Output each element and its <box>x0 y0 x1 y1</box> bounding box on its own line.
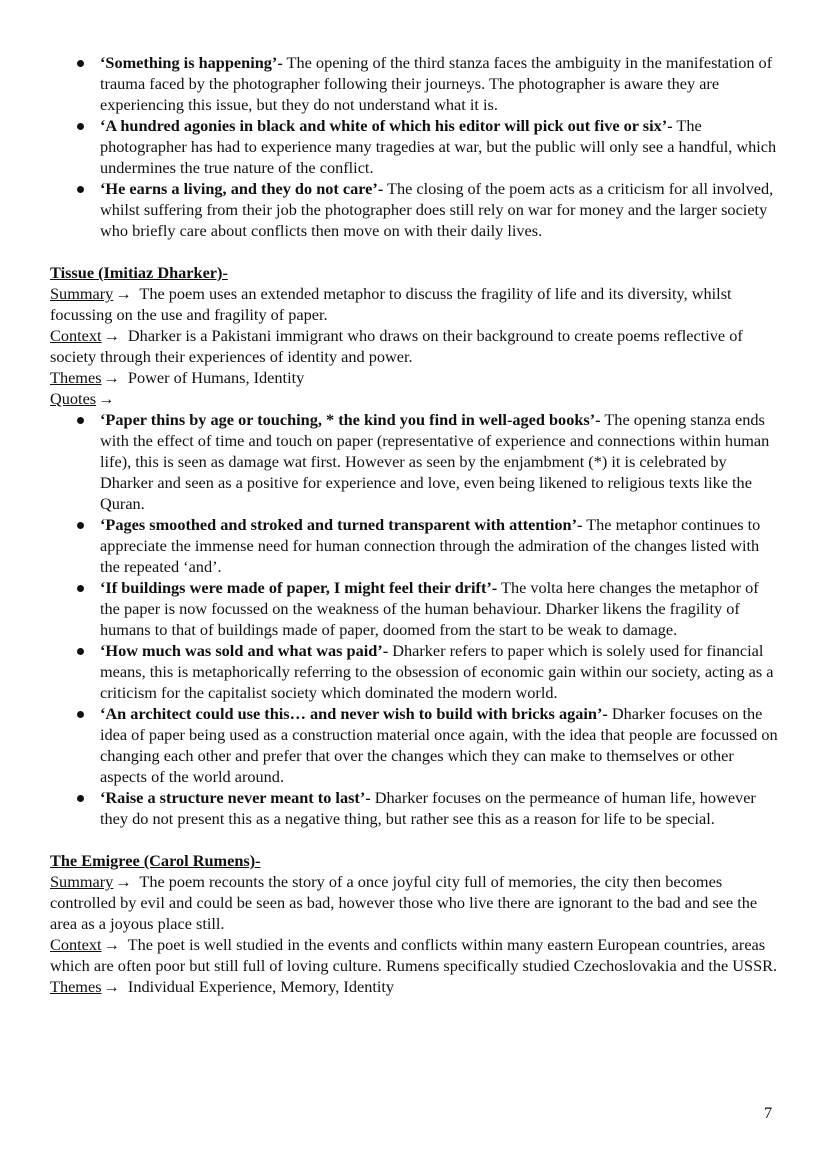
quote-analysis: The opening stanza ends with the effect of time and touch on paper (representative of experience and connections within human life), this is seen as damage wat first. However as seen by the enjambment (*) it is celebrated by Dharker and seen as a positive for experience and love, even being likened to religious texts like the Quran. <box>100 410 770 513</box>
themes-label: Themes <box>50 368 102 387</box>
emigree-context <box>50 934 780 976</box>
tissue-context <box>50 325 780 367</box>
summary-text: The poem uses an extended metaphor to discuss the fragility of life and its diversity, whilst focussing on the use and fragility of paper. <box>50 284 732 324</box>
quote-text: ‘Something is happening’- <box>100 53 283 72</box>
quote-analysis: Dharker focuses on the idea of paper being used as a construction material once again, with the idea that people are focussed on changing each other and prefer that over the changes which they can make to themselves or other aspects of the world around. <box>100 704 778 786</box>
arrow-right-icon: → <box>103 368 120 387</box>
quote-analysis: The closing of the poem acts as a criticism for all involved, whilst suffering from their job the photographer does still rely on war for money and the larger society who briefly care about conflicts then move on with their daily lives. <box>100 179 774 240</box>
summary-text: The poem recounts the story of a once joyful city full of memories, the city then becomes controlled by evil and could be seen as bad, however those who live there are ignorant to the bad and see the area as a joyous place still. <box>50 872 758 933</box>
emigree-themes <box>50 976 780 997</box>
quote-text: ‘An architect could use this… and never wish to build with bricks again’- <box>100 704 608 723</box>
quote-analysis: Dharker focuses on the permeance of human life, however they do not present this as a negative thing, but rather see this as a reason for life to be special. <box>100 788 756 828</box>
tissue-quotes-heading <box>50 388 780 409</box>
list-item <box>50 514 780 577</box>
quote-text: ‘Pages smoothed and stroked and turned transparent with attention’- <box>100 515 583 534</box>
page-number: 7 <box>764 1103 773 1122</box>
emigree-summary <box>50 871 780 934</box>
tissue-quotes-list <box>50 409 780 829</box>
arrow-right-icon: → <box>103 977 120 996</box>
quote-analysis: The opening of the third stanza faces the ambiguity in the manifestation of trauma faced by the photographer following their journeys. The photographer is aware they are experiencing this issue, but they do not understand what it is. <box>100 53 773 114</box>
bullet-icon <box>77 60 84 67</box>
summary-label: Summary <box>50 872 114 891</box>
list-item <box>50 640 780 703</box>
bullet-icon <box>77 186 84 193</box>
list-item <box>50 787 780 829</box>
bullet-icon <box>77 522 84 529</box>
arrow-right-icon: → <box>103 326 120 345</box>
quote-text: ‘How much was sold and what was paid’- <box>100 641 389 660</box>
arrow-right-icon: → <box>115 284 132 303</box>
context-text: The poet is well studied in the events and conflicts within many eastern European countries, areas which are often poor but still full of loving culture. Rumens specifically studied Czechoslovakia and the USSR. <box>50 935 778 975</box>
quote-text: ‘He earns a living, and they do not care’- <box>100 179 384 198</box>
quote-analysis: The photographer has had to experience many tragedies at war, but the public will only see a handful, which undermines the true nature of the conflict. <box>100 116 777 177</box>
quote-analysis: The volta here changes the metaphor of the paper is now focussed on the weakness of the human behaviour. Dharker likens the fragility of humans to that of buildings made of paper, doomed from the start to be weak to damage. <box>100 578 759 639</box>
quote-text: ‘Raise a structure never meant to last’- <box>100 788 371 807</box>
tissue-summary <box>50 283 780 325</box>
context-label: Context <box>50 326 102 345</box>
bullet-icon <box>77 648 84 655</box>
photographer-quotes-list <box>50 52 780 241</box>
bullet-icon <box>77 795 84 802</box>
list-item <box>50 703 780 787</box>
tissue-section-title: Tissue (Imitiaz Dharker)- <box>50 263 228 282</box>
quote-text: ‘A hundred agonies in black and white of which his editor will pick out five or six’- <box>100 116 673 135</box>
quotes-label: Quotes <box>50 389 97 408</box>
bullet-icon <box>77 711 84 718</box>
emigree-section-title: The Emigree (Carol Rumens)- <box>50 851 261 870</box>
arrow-right-icon: → <box>103 935 120 954</box>
summary-label: Summary <box>50 284 114 303</box>
themes-label: Themes <box>50 977 102 996</box>
bullet-icon <box>77 585 84 592</box>
list-item <box>50 52 780 115</box>
quote-analysis: The metaphor continues to appreciate the immense need for human connection through the admiration of the changes listed with the repeated ‘and’. <box>100 515 761 576</box>
tissue-themes <box>50 367 780 388</box>
quote-analysis: Dharker refers to paper which is solely used for financial means, this is metaphorically referring to the obsession of economic gain within our society, acting as a criticism for the capitalist society which dominated the modern world. <box>100 641 774 702</box>
bullet-icon <box>77 123 84 130</box>
list-item <box>50 178 780 241</box>
document-page <box>50 52 780 997</box>
list-item <box>50 409 780 514</box>
context-text: Dharker is a Pakistani immigrant who draws on their background to create poems reflective of society through their experiences of identity and power. <box>50 326 743 366</box>
quote-text: ‘If buildings were made of paper, I might feel their drift’- <box>100 578 498 597</box>
arrow-right-icon: → <box>98 389 115 408</box>
list-item <box>50 577 780 640</box>
themes-text: Individual Experience, Memory, Identity <box>127 977 395 996</box>
context-label: Context <box>50 935 102 954</box>
quote-text: ‘Paper thins by age or touching, * the kind you find in well-aged books’- <box>100 410 601 429</box>
list-item <box>50 115 780 178</box>
arrow-right-icon: → <box>115 872 132 891</box>
bullet-icon <box>77 417 84 424</box>
themes-text: Power of Humans, Identity <box>127 368 305 387</box>
